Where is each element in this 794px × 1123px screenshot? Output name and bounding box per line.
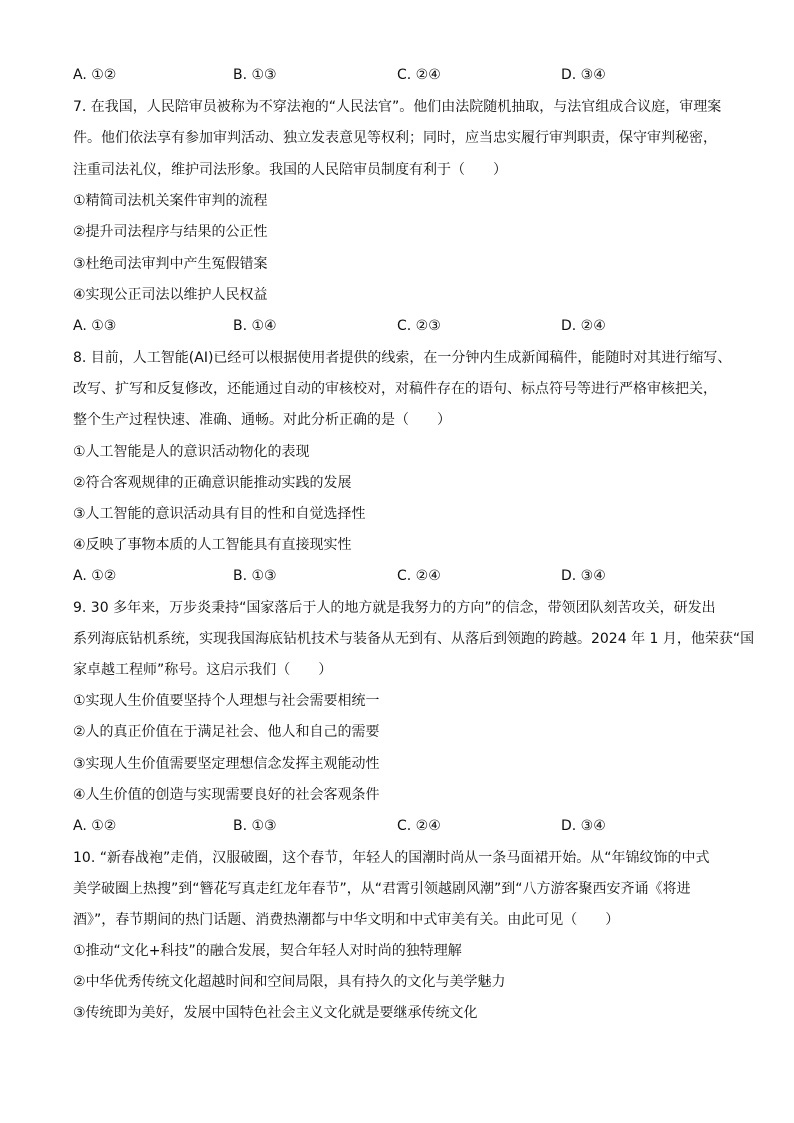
q7-stem-line-1: 7. 在我国，人民陪审员被称为不穿法袍的“人民法官”。他们由法院随机抽取，与法官组成合议庭，审理案 xyxy=(73,99,722,115)
q10-stem-line-2: 美学破圈上热搜”到“簪花写真走红龙年春节”，从“君霄引领越剧风潮”到“八方游客聚西安齐诵《将进 xyxy=(73,881,691,897)
q7-option-a: A. ①③ xyxy=(73,318,117,334)
q9-options xyxy=(73,816,733,836)
q8-option-c: C. ②④ xyxy=(397,568,441,584)
q6-option-a: A. ①② xyxy=(73,67,117,83)
q8-options xyxy=(73,566,733,586)
q9-option-c: C. ②④ xyxy=(397,818,441,834)
q8-statement-3: ③人工智能的意识活动具有目的性和自觉选择性 xyxy=(73,506,366,522)
q9-option-d: D. ③④ xyxy=(561,818,606,834)
q9-stem-line-1: 9. 30 多年来，万步炎秉持“国家落后于人的地方就是我努力的方向”的信念，带领团队刻苦攻关，研发出 xyxy=(73,600,716,616)
q7-options xyxy=(73,316,733,336)
q7-statement-4: ④实现公正司法以维护人民权益 xyxy=(73,287,268,303)
q9-stem-line-2: 系列海底钻机系统，实现我国海底钻机技术与装备从无到有、从落后到领跑的跨越。2024 年 1 月，他荣获“国 xyxy=(73,631,755,647)
q7-stem-line-2: 件。他们依法享有参加审判活动、独立发表意见等权利；同时，应当忠实履行审判职责，保守审判秘密， xyxy=(73,130,717,146)
q7-option-b: B. ①④ xyxy=(233,318,277,334)
q7-option-d: D. ②④ xyxy=(561,318,606,334)
q8-option-a: A. ①② xyxy=(73,568,117,584)
q7-option-c: C. ②③ xyxy=(397,318,441,334)
q8-stem-line-3: 整个生产过程快速、准确、通畅。对此分析正确的是（ ） xyxy=(73,412,451,428)
q8-stem-line-2: 改写、扩写和反复修改，还能通过自动的审核校对，对稿件存在的语句、标点符号等进行严格审核把关， xyxy=(73,381,717,397)
q6-option-d: D. ③④ xyxy=(561,67,606,83)
q10-stem-line-1: 10. “新春战袍”走俏，汉服破圈，这个春节，年轻人的国潮时尚从一条马面裙开始。从“年锦纹饰的中式 xyxy=(73,850,710,866)
q8-option-b: B. ①③ xyxy=(233,568,277,584)
q7-statement-2: ②提升司法程序与结果的公正性 xyxy=(73,224,268,240)
q9-statement-2: ②人的真正价值在于满足社会、他人和自己的需要 xyxy=(73,724,380,740)
q9-stem-line-3: 家卓越工程师”称号。这启示我们（ ） xyxy=(73,662,333,678)
q7-statement-3: ③杜绝司法审判中产生冤假错案 xyxy=(73,256,268,272)
q7-stem-line-3: 注重司法礼仪，维护司法形象。我国的人民陪审员制度有利于（ ） xyxy=(73,162,507,178)
q9-statement-1: ①实现人生价值要坚持个人理想与社会需要相统一 xyxy=(73,693,380,709)
q10-statement-2: ②中华优秀传统文化超越时间和空间局限，具有持久的文化与美学魅力 xyxy=(73,974,506,990)
q8-statement-4: ④反映了事物本质的人工智能具有直接现实性 xyxy=(73,537,352,553)
q8-statement-1: ①人工智能是人的意识活动物化的表现 xyxy=(73,444,310,460)
q8-option-d: D. ③④ xyxy=(561,568,606,584)
q6-options xyxy=(73,65,733,85)
q6-option-b: B. ①③ xyxy=(233,67,277,83)
q10-statement-1: ①推动“文化+科技”的融合发展，契合年轻人对时尚的独特理解 xyxy=(73,943,462,959)
q7-statement-1: ①精简司法机关案件审判的流程 xyxy=(73,193,268,209)
q6-option-c: C. ②④ xyxy=(397,67,441,83)
q8-statement-2: ②符合客观规律的正确意识能推动实践的发展 xyxy=(73,475,352,491)
q9-option-b: B. ①③ xyxy=(233,818,277,834)
q8-stem-line-1: 8. 目前，人工智能(AI)已经可以根据使用者提供的线索，在一分钟内生成新闻稿件，能随时对其进行缩写、 xyxy=(73,350,732,366)
q9-statement-3: ③实现人生价值需要坚定理想信念发挥主观能动性 xyxy=(73,756,380,772)
q9-option-a: A. ①② xyxy=(73,818,117,834)
q10-stem-line-3: 酒》”，春节期间的热门话题、消费热潮都与中华文明和中式审美有关。由此可见（ ） xyxy=(73,912,620,928)
q9-statement-4: ④人生价值的创造与实现需要良好的社会客观条件 xyxy=(73,787,380,803)
q10-statement-3: ③传统即为美好，发展中国特色社会主义文化就是要继承传统文化 xyxy=(73,1005,478,1021)
